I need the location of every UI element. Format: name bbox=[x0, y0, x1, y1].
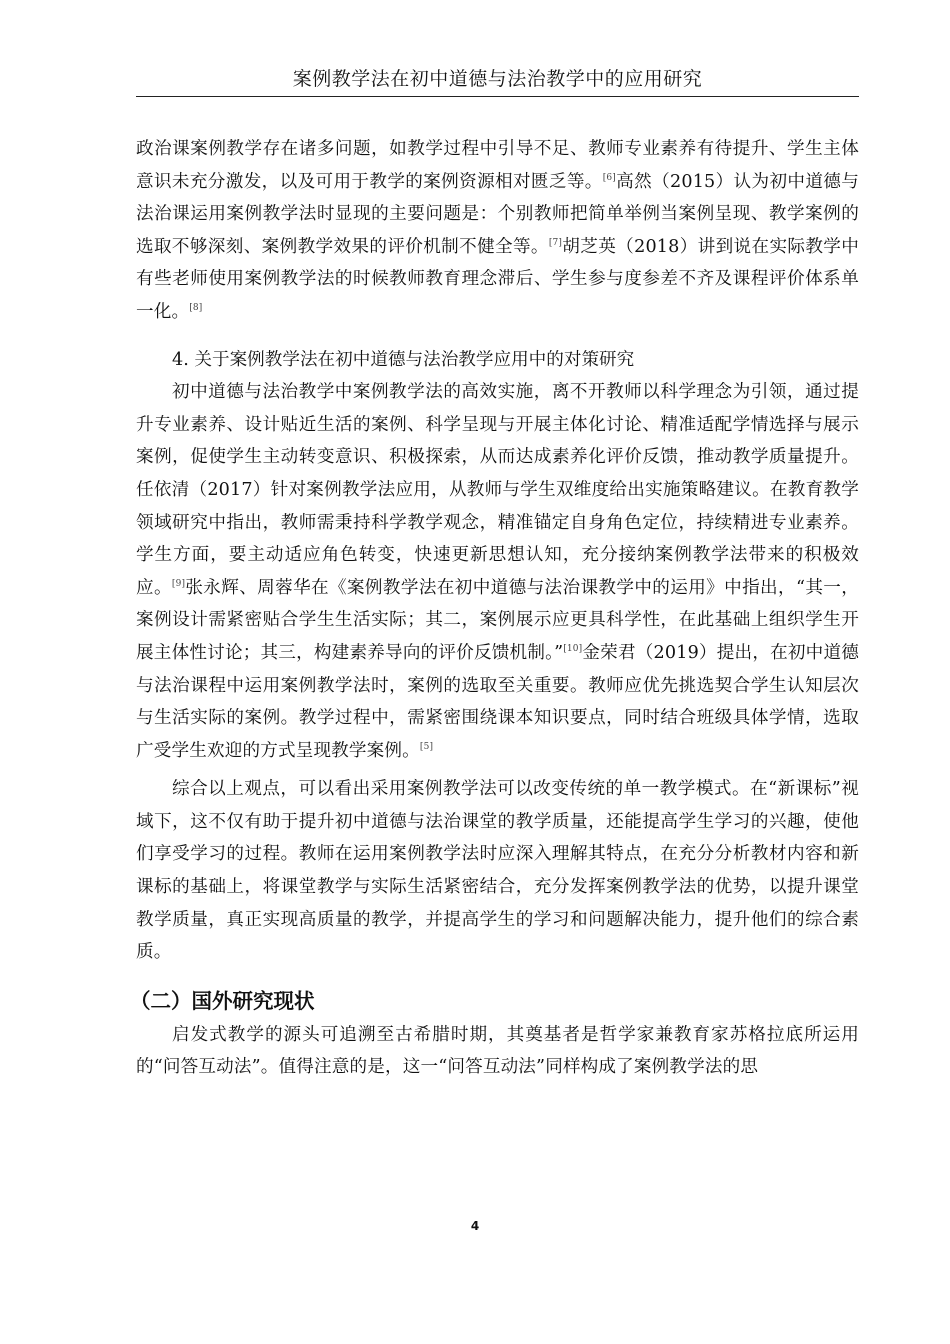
subheading-4: 4. 关于案例教学法在初中道德与法治教学应用中的对策研究 bbox=[172, 349, 635, 370]
page-number: 4 bbox=[470, 1219, 480, 1233]
paragraph-2: 初中道德与法治教学中案例教学法的高效实施，离不开教师以科学理念为引领，通过提升专业素养、设计贴近生活的案例、科学呈现与开展主体化讨论、精准适配学情选择与展示案例，促使学生主动转变意识、积极探索，从而达成素养化评价反馈，推动教学质量提升。任依清（2017）针对案例教学法应用，从教师与学生双维度给出实施策略建议。在教育教学领域研究中指出，教师需秉持科学教学观念，精准锚定自身角色定位，持续精进专业素养。学生方面，要主动适应角色转变，快速更新思想认知，充分接纳案例教学法带来的积极效应。[9]张永辉、周蓉华在《案例教学法在初中道德与法治课教学中的运用》中指出，“其一，案例设计需紧密贴合学生生活实际；其二，案例展示应更具科学性，在此基础上组织学生开展主体性讨论；其三，构建素养导向的评价反馈机制。”[10]金荣君（2019）提出，在初中道德与法治课程中运用案例教学法时，案例的选取至关重要。教师应优先挑选契合学生认知层次与生活实际的案例。教学过程中，需紧密围绕课本知识要点，同时结合班级具体学情，选取广受学生欢迎的方式呈现教学案例。[5] bbox=[136, 382, 860, 761]
citation-9: [9] bbox=[171, 578, 186, 589]
paragraph-4: 启发式教学的源头可追溯至古希腊时期，其奠基者是哲学家兼教育家苏格拉底所运用的“问答互动法”。值得注意的是，这一“问答互动法”同样构成了案例教学法的思 bbox=[136, 1024, 859, 1078]
paragraph-1: 政治课案例教学存在诸多问题，如教学过程中引导不足、教师专业素养有待提升、学生主体意识未充分激发，以及可用于教学的案例资源相对匮乏等。[6]高然（2015）认为初中道德与法治课运用案例教学法时显现的主要问题是：个别教师把简单举例当案例呈现、教学案例的选取不够深刻、案例教学效果的评价机制不健全等。[7]胡芝英（2018）讲到说在实际教学中有些老师使用案例教学法的时候教师教育理念滞后、学生参与度参差不齐及课程评价体系单一化。[8] bbox=[136, 139, 860, 322]
section-heading: （二）国外研究现状 bbox=[130, 988, 315, 1013]
citation-5: [5] bbox=[419, 741, 434, 752]
citation-6: [6] bbox=[602, 172, 616, 183]
paragraph-3: 综合以上观点，可以看出采用案例教学法可以改变传统的单一教学模式。在“新课标”视域下，这不仅有助于提升初中道德与法治课堂的教学质量，还能提高学生学习的兴趣，使他们享受学习的过程。教师在运用案例教学法时应深入理解其特点，在充分分析教材内容和新课标的基础上，将课堂教学与实际生活紧密结合，充分发挥案例教学法的优势，以提升课堂教学质量，真正实现高质量的教学，并提高学生的学习和问题解决能力，提升他们的综合素质。 bbox=[136, 779, 859, 963]
citation-7: [7] bbox=[548, 237, 563, 248]
citation-8: [8] bbox=[189, 302, 203, 313]
page-body bbox=[130, 133, 860, 1084]
running-header: 案例教学法在初中道德与法治教学中的应用研究 bbox=[292, 68, 703, 90]
citation-10: [10] bbox=[563, 643, 583, 654]
header-rule bbox=[136, 96, 859, 97]
